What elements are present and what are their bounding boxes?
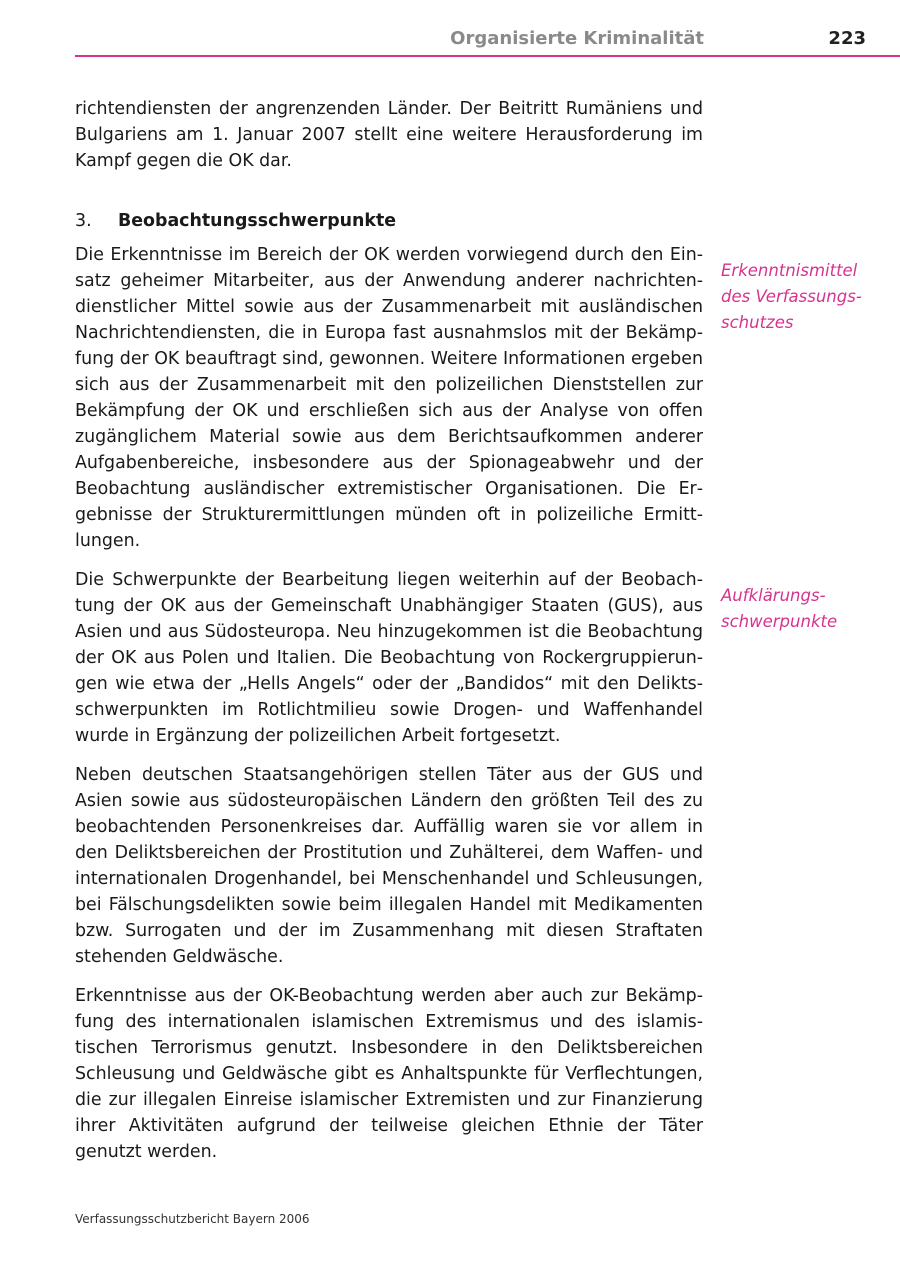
page-header <box>75 28 900 58</box>
intro-paragraph: richtendiensten der angrenzenden Länder. Der Beitritt Rumäniens und Bulgariens am 1. Januar 2007 stellt eine weitere Herausforderung im Kampf gegen die OK dar. <box>75 99 703 171</box>
header-title: Organisierte Kriminalität <box>450 28 704 49</box>
margin-note-line: Erkenntnismittel <box>721 261 858 280</box>
section-heading <box>75 208 703 234</box>
paragraph-focus-areas: Die Schwerpunkte der Bearbeitung liegen weiterhin auf der Beobachtung der OK aus der Gemeinschaft Unabhängiger Staaten (GUS), aus Asien und aus Südosteuropa. Neu hinzugekommen ist die Beobachtung der OK aus Polen und Italien. Die Beobachtung von Rockergruppierungen wie etwa der „Hells Angels“ oder der „Bandidos“ mit den Deliktsschwerpunkten im Rotlichtmilieu sowie Drogen- und Waffenhandel wurde in Ergänzung der polizeilichen Arbeit fortgesetzt. <box>75 570 703 746</box>
margin-note-line: Aufklärungs- <box>721 586 826 605</box>
margin-note-aufklaerungsschwerpunkte <box>721 583 891 635</box>
section-number: 3. <box>75 211 92 231</box>
paragraph-terrorism: Erkenntnisse aus der OK-Beobachtung werden aber auch zur Bekämpfung des internationalen islamischen Extremismus und des islamistischen Terrorismus genutzt. Insbesondere in den Deliktsbereichen Schleusung und Geldwäsche gibt es Anhaltspunkte für Verflechtungen, die zur illegalen Einreise islamischer Extremisten und zur Finanzierung ihrer Aktivitäten aufgrund der teilweise gleichen Ethnie der Täter genutzt werden. <box>75 986 703 1162</box>
header-divider <box>75 55 900 57</box>
margin-note-erkenntnismittel <box>721 258 891 336</box>
page-footer: Verfassungsschutzbericht Bayern 2006 <box>75 1212 310 1226</box>
page-number: 223 <box>828 28 866 49</box>
section-title: Beobachtungsschwerpunkte <box>118 211 397 231</box>
margin-note-line: schutzes <box>721 313 794 332</box>
main-text-column <box>75 96 703 1178</box>
margin-note-line: des Verfassungs- <box>721 287 862 306</box>
paragraph-sources: Die Erkenntnisse im Bereich der OK werden vorwiegend durch den Einsatz geheimer Mitarbeiter, aus der Anwendung anderer nachrichtendienstlicher Mittel sowie aus der Zusammenarbeit mit ausländischen Nachrichtendiensten, die in Europa fast ausnahmslos mit der Bekämpfung der OK beauftragt sind, gewonnen. Weitere Informationen ergeben sich aus der Zusammenarbeit mit den polizeilichen Dienststellen zur Bekämpfung der OK und erschließen sich aus der Analyse von offen zugänglichem Material sowie aus dem Berichtsaufkommen anderer Aufgabenbereiche, insbesondere aus der Spionageabwehr und der Beobachtung ausländischer extremistischer Organisationen. Die Ergebnisse der Strukturermittlungen münden oft in polizeiliche Ermittlungen. <box>75 245 703 551</box>
paragraph-perpetrators: Neben deutschen Staatsangehörigen stellen Täter aus der GUS und Asien sowie aus südosteuropäischen Ländern den größten Teil des zu beobachtenden Personenkreises dar. Auffällig waren sie vor allem in den Deliktsbereichen der Prostitution und Zuhälterei, dem Waffen- und internationalen Drogenhandel, bei Menschenhandel und Schleusungen, bei Fälschungsdelikten sowie beim illegalen Handel mit Medikamenten bzw. Surrogaten und der im Zusammenhang mit diesen Straftaten stehenden Geldwäsche. <box>75 765 703 967</box>
margin-note-line: schwerpunkte <box>721 612 838 631</box>
